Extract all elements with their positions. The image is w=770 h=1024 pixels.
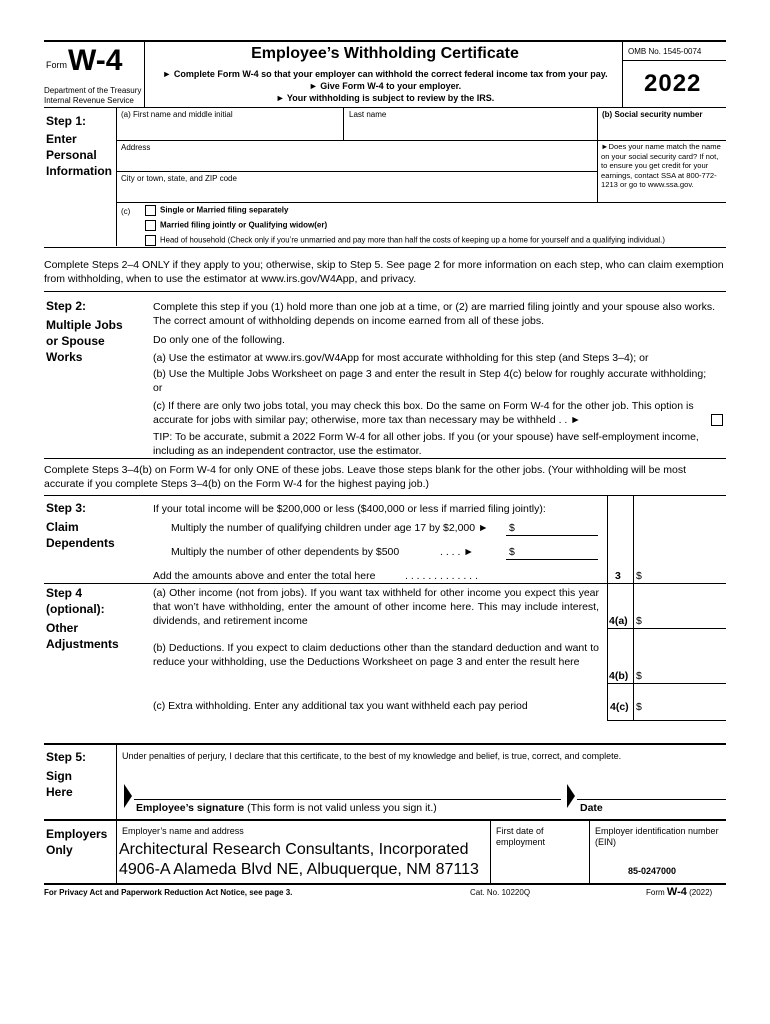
step1-left-divider [116,107,117,246]
filing-status-c: (c) [121,207,131,216]
footer-form-code: W-4 [666,886,687,898]
employer-address-value[interactable]: 4906-A Alameda Blvd NE, Albuquerque, NM 87113 [119,861,479,878]
dept-line2: Internal Revenue Service [44,96,134,105]
employers-bottom-rule [44,883,726,885]
other-dependents-field[interactable] [518,544,598,558]
step4-b-text: (b) Deductions. If you expect to claim deductions other than the standard deduction and want to reduce your withholding, use the Deductions Worksheet on page 3 and enter the result here [153,642,599,668]
notice-steps-3-4b: Complete Steps 3–4(b) on Form W-4 for only ONE of these jobs. Leave those steps blank for the other jobs. (Your withholding will be most accurate if you complete Steps 3–4(b) on the Form W-4 for the highest paying job.) [44,464,686,490]
line-4b-number: 4(b) [609,670,629,682]
opt-hoh-row[interactable] [145,235,665,246]
header-divider-right [622,42,623,107]
ein-label: Employer identification number (EIN) [595,826,719,847]
date-line [577,799,726,800]
employers-right-divider [589,821,590,883]
step4-label: Step 4 [46,586,83,600]
city-top-rule [116,171,597,172]
address-top-rule [116,140,597,141]
sig-arrow-icon [124,784,132,808]
step3-intro: If your total income will be $200,000 or less ($400,000 or less if married filing jointly): [153,503,546,515]
last-name-label: Last name [349,110,387,119]
top-rule [44,40,726,42]
employers-mid-divider [490,821,491,883]
line-4a-field[interactable] [646,611,724,627]
step2-title-3: Works [46,350,83,364]
header-bottom-rule [44,107,726,108]
notice2-bottom-rule [44,495,726,496]
line-4a-dollar: $ [636,615,642,627]
step5-title-2: Here [46,785,73,799]
amount-col-mid [633,495,634,721]
ssn-label: (b) Social security number [602,110,703,119]
instr-2: ► Give Form W-4 to your employer. [308,81,462,91]
signature-label-row [136,801,437,815]
ssn-bottom-rule [597,140,726,141]
footer-form-word: Form [646,888,665,897]
signature-label: Employee’s signature [136,802,245,814]
checkbox-hoh[interactable] [145,235,156,246]
step5-bottom-rule [44,819,726,821]
step2-do-one: Do only one of the following. [153,334,285,346]
line-3-field[interactable] [646,566,724,582]
form-title: Employee’s Withholding Certificate [251,45,519,62]
step4-title-2: Adjustments [46,637,119,651]
step2-option-a: (a) Use the estimator at www.irs.gov/W4App for most accurate withholding for this step (and Steps 3–4); or [153,352,649,364]
opt-hoh-label: Head of household (Check only if you’re unmarried and pay more than half the costs of keeping up a home for yourself and a qualifying individual.) [160,235,665,245]
city-field[interactable] [118,185,594,201]
instr-3: ► Your withholding is subject to review by the IRS. [275,93,495,103]
ein-value[interactable]: 85-0247000 [628,866,677,876]
first-date-label: First date of employment [496,826,546,847]
step2-option-b: (b) Use the Multiple Jobs Worksheet on page 3 and enter the result in Step 4(c) below for roughly accurate withholding; or [153,368,707,394]
children-amount-field[interactable] [518,520,598,534]
line-4c-number: 4(c) [610,701,629,713]
first-name-field[interactable] [118,121,342,139]
step3-label: Step 3: [46,501,87,515]
line-4c-field[interactable] [646,697,724,713]
omb-number: OMB No. 1545-0074 [628,47,702,56]
privacy-notice: For Privacy Act and Paperwork Reduction Act Notice, see page 3. [44,888,293,897]
signature-line [134,799,561,800]
first-date-field[interactable] [493,852,587,880]
step2-title-2: or Spouse [46,334,105,348]
line-3-rule [607,583,726,584]
dept-line1: Department of the Treasury [44,86,142,95]
step3-title-2: Dependents [46,536,115,550]
children-amount-line [506,535,598,536]
line-4b-rule [607,683,726,684]
line-4a-number: 4(a) [609,615,628,627]
date-arrow-icon [567,784,575,808]
step1-title-3: Information [46,164,112,178]
step3-children-line: Multiply the number of qualifying children under age 17 by $2,000 ► [171,522,489,534]
step1-title-2: Personal [46,148,97,162]
step2-tip: TIP: To be accurate, submit a 2022 Form W-4 for all other jobs. If you (or your spouse) have self-employment income, including as an independent contractor, use the estimator. [153,431,699,457]
checkbox-two-jobs[interactable] [711,414,723,426]
line-4b-field[interactable] [646,666,724,682]
amount-col-left [607,495,608,721]
last-name-field[interactable] [345,121,595,139]
omb-rule [622,60,726,61]
tax-year: 2022 [644,70,702,97]
form-word: Form [46,60,67,70]
instr-1: ► Complete Form W-4 so that your employer can withhold the correct federal income tax from your pay. [162,69,608,79]
footer-form-id [646,887,712,898]
first-name-label: (a) First name and middle initial [121,110,233,119]
step3-other-line: Multiply the number of other dependents by $500 [171,546,400,558]
step3-title-1: Claim [46,520,79,534]
checkbox-single[interactable] [145,205,156,216]
step5-title-1: Sign [46,769,72,783]
step1-label: Step 1: [46,114,87,128]
header-divider-left [144,42,145,107]
step5-left-divider [116,745,117,819]
opt-joint-label: Married filing jointly or Qualifying widow(er) [160,220,328,230]
step4-label-optional: (optional): [46,602,105,616]
filing-top-rule [116,202,726,203]
footer-form-year: (2022) [689,888,713,897]
checkbox-joint[interactable] [145,220,156,231]
employer-name-label: Employer’s name and address [122,826,244,836]
line-4c-dollar: $ [636,701,642,713]
opt-single-label: Single or Married filing separately [160,205,289,215]
catalog-number: Cat. No. 10220Q [470,888,531,897]
step1-title-1: Enter [46,132,77,146]
name-match-note: ►Does your name match the name on your social security card? If not, to ensure you get credit for your earnings, contact SSA at 800-772-1213 or go to www.ssa.gov. [601,142,721,189]
address-field[interactable] [118,154,594,170]
step2-label: Step 2: [46,299,87,313]
line-4a-rule [607,628,726,629]
line-4b-dollar: $ [636,670,642,682]
signature-note: (This form is not valid unless you sign it.) [247,802,437,814]
line-3-number: 3 [615,570,621,582]
step2-intro: Complete this step if you (1) hold more than one job at a time, or (2) are married filing jointly and your spouse also works. The correct amount of withholding depends on income earned from all of these jobs. [153,301,716,327]
line-3-dollar: $ [636,570,642,582]
step4-a-text: (a) Other income (not from jobs). If you want tax withheld for other income you expect this year that won’t have withholding, enter the amount of other income here. This may include interest, dividends, and retirement income [153,587,599,627]
line-4c-rule [607,720,726,721]
step4-c-text: (c) Extra withholding. Enter any additional tax you want withheld each pay period [153,700,528,712]
employers-title-2: Only [46,843,73,857]
step3-other-dollar: $ [509,546,515,558]
step4-bottom-rule [44,743,726,745]
ssn-field[interactable] [600,121,724,139]
step4-title-1: Other [46,621,79,635]
step2-bottom-rule [44,458,726,459]
other-dependents-line [506,559,598,560]
name-divider [343,107,344,140]
perjury-statement: Under penalties of perjury, I declare that this certificate, to the best of my knowledge and belief, is true, correct, and complete. [122,751,622,761]
step2-option-c: (c) If there are only two jobs total, you may check this box. Do the same on Form W-4 for the other job. This option is accurate for jobs with similar pay; otherwise, more tax than necessary may be withheld . . ► [153,400,694,426]
city-label: City or town, state, and ZIP code [121,174,237,183]
date-field[interactable] [578,782,724,798]
step3-bottom-rule [44,583,607,584]
address-label: Address [121,143,151,152]
employers-left-divider [116,821,117,883]
step2-title-1: Multiple Jobs [46,318,123,332]
signature-field[interactable] [134,782,560,798]
step3-total-dots: . . . . . . . . . . . . . [405,570,478,582]
notice-steps-2-4: Complete Steps 2–4 ONLY if they apply to you; otherwise, skip to Step 5. See page 2 for more information on each step, who can claim exemption from withholding, when to use the estimator at www.irs.gov/W4App, and privacy. [44,259,724,285]
step1-bottom-rule [44,247,726,248]
opt-joint-row[interactable] [145,220,327,231]
step3-children-dollar: $ [509,522,515,534]
employer-name-value[interactable]: Architectural Research Consultants, Incorporated [119,841,469,858]
form-code: W-4 [68,44,123,77]
step3-other-dots: . . . . ► [440,546,474,558]
ssn-divider [597,107,598,202]
step5-label: Step 5: [46,750,87,764]
step3-total-label: Add the amounts above and enter the total here [153,570,376,582]
employers-title-1: Employers [46,827,108,841]
date-label: Date [580,802,603,814]
opt-single-row[interactable] [145,205,288,216]
notice1-bottom-rule [44,291,726,292]
